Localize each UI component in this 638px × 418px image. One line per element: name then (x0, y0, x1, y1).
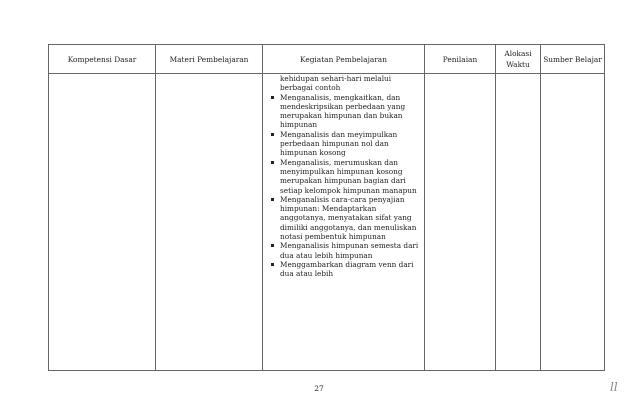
corner-logo-mark: ll (610, 380, 618, 394)
list-item: Menganalisis, mengkaitkan, dan mendeskripsikan perbedaan yang merupakan himpunan dan bukan himpunan (270, 93, 420, 130)
list-item: Menganalisis cara-cara penyajian himpunan: Mendaptarkan anggotanya, menyatakan sifat yang dimiliki anggotanya, dan menuliskan notasi pembentuk himpunan (270, 195, 420, 241)
header-row (49, 45, 605, 74)
cell-kegiatan-pembelajaran (263, 74, 425, 371)
header-alokasi-waktu: Alokasi Waktu (496, 45, 541, 74)
cell-alokasi-waktu (496, 74, 541, 371)
header-penilaian: Penilaian (425, 45, 496, 74)
list-item: Menggambarkan diagram venn dari dua atau lebih (270, 260, 420, 279)
page-number: 27 (314, 384, 324, 393)
header-kompetensi-dasar: Kompetensi Dasar (49, 45, 156, 74)
header-kegiatan-pembelajaran: Kegiatan Pembelajaran (263, 45, 425, 74)
list-item: Menganalisis, merumuskan dan menyimpulkan himpunan kosong merupakan himpunan bagian dari setiap kelompok himpunan manapun (270, 158, 420, 195)
cell-materi-pembelajaran (156, 74, 263, 371)
syllabus-table (48, 44, 605, 371)
header-materi-pembelajaran: Materi Pembelajaran (156, 45, 263, 74)
list-item: Menganalisis dan meyimpulkan perbedaan himpunan nol dan himpunan kosong (270, 130, 420, 158)
header-sumber-belajar: Sumber Belajar (541, 45, 605, 74)
list-item: Menganalisis himpunan semesta dari dua atau lebih himpunan (270, 241, 420, 260)
cell-kompetensi-dasar (49, 74, 156, 371)
cell-sumber-belajar (541, 74, 605, 371)
cell-penilaian (425, 74, 496, 371)
activity-list (263, 74, 424, 279)
list-item: kehidupan sehari-hari melalui berbagai contoh (280, 74, 392, 93)
table-row (49, 74, 605, 371)
